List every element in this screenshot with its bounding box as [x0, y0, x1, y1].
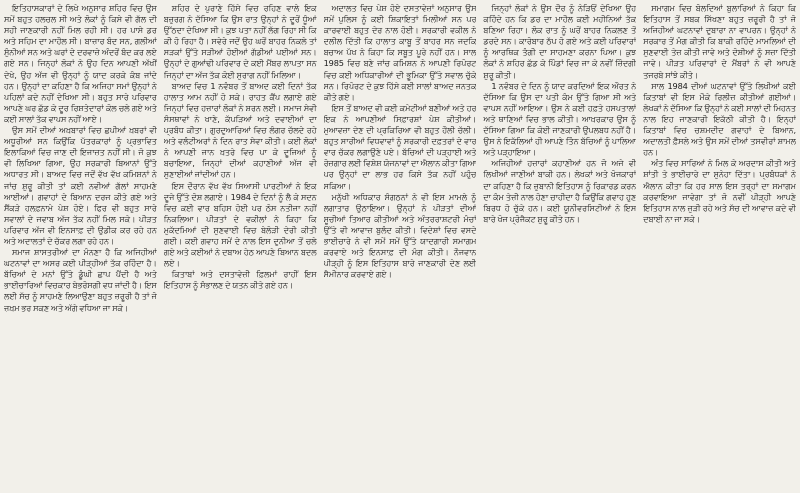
- paragraph: ਇਤਿਹਾਸਕਾਰਾਂ ਦੇ ਲਿਖੇ ਅਨੁਸਾਰ ਸ਼ਹਿਰ ਵਿਚ ਉਸ ਸਮੇਂ ਬਹੁਤ ਹਲਚਲ ਸੀ ਅਤੇ ਲੋਕਾਂ ਨੂੰ ਕਿਸੇ ਵੀ ਗੱਲ ਦੀ ਸਹੀ ਜਾਣਕਾਰੀ ਨਹੀਂ ਮਿਲ ਰਹੀ ਸੀ। ਹਰ ਪਾਸੇ ਡਰ ਅਤੇ ਸਹਿਮ ਦਾ ਮਾਹੌਲ ਸੀ। ਬਾਜ਼ਾਰ ਬੰਦ ਸਨ, ਗਲੀਆਂ ਸੁੰਨੀਆਂ ਸਨ ਅਤੇ ਘਰਾਂ ਦੇ ਦਰਵਾਜ਼ੇ ਅੰਦਰੋਂ ਬੰਦ ਕਰ ਲਏ ਗਏ ਸਨ। ਜਿਨ੍ਹਾਂ ਲੋਕਾਂ ਨੇ ਉਹ ਦਿਨ ਆਪਣੀ ਅੱਖੀਂ ਦੇਖੇ, ਉਹ ਅੱਜ ਵੀ ਉਨ੍ਹਾਂ ਨੂੰ ਯਾਦ ਕਰਕੇ ਕੰਬ ਜਾਂਦੇ ਹਨ। ਉਨ੍ਹਾਂ ਦਾ ਕਹਿਣਾ ਹੈ ਕਿ ਅਜਿਹਾ ਸਮਾਂ ਉਨ੍ਹਾਂ ਨੇ ਪਹਿਲਾਂ ਕਦੇ ਨਹੀਂ ਦੇਖਿਆ ਸੀ। ਬਹੁਤ ਸਾਰੇ ਪਰਿਵਾਰ ਆਪਣੇ ਘਰ ਛੱਡ ਕੇ ਦੂਰ ਰਿਸ਼ਤੇਦਾਰਾਂ ਕੋਲ ਚਲੇ ਗਏ ਅਤੇ ਕਈ ਸਾਲਾਂ ਤੱਕ ਵਾਪਸ ਨਹੀਂ ਆਏ।: [4, 3, 157, 124]
- paragraph: ਇਸ ਦੌਰਾਨ ਵੱਖ ਵੱਖ ਸਿਆਸੀ ਪਾਰਟੀਆਂ ਨੇ ਇਕ ਦੂਜੇ ਉੱਤੇ ਦੋਸ਼ ਲਗਾਏ। 1984 ਦੇ ਦਿਨਾਂ ਨੂੰ ਲੈ ਕੇ ਸਦਨ ਵਿਚ ਕਈ ਵਾਰ ਬਹਿਸ ਹੋਈ ਪਰ ਠੋਸ ਨਤੀਜਾ ਨਹੀਂ ਨਿਕਲਿਆ। ਪੀੜਤਾਂ ਦੇ ਵਕੀਲਾਂ ਨੇ ਕਿਹਾ ਕਿ ਮੁਕੱਦਮਿਆਂ ਦੀ ਸੁਣਵਾਈ ਵਿਚ ਬੇਲੋੜੀ ਦੇਰੀ ਕੀਤੀ ਗਈ। ਕਈ ਗਵਾਹ ਸਮੇਂ ਦੇ ਨਾਲ ਇਸ ਦੁਨੀਆ ਤੋਂ ਚਲੇ ਗਏ ਅਤੇ ਕਈਆਂ ਨੇ ਦਬਾਅ ਹੇਠ ਆਪਣੇ ਬਿਆਨ ਬਦਲ ਲਏ।: [163, 180, 317, 269]
- paragraph: ਉਸ ਸਮੇਂ ਦੀਆਂ ਅਖ਼ਬਾਰਾਂ ਵਿਚ ਛਪੀਆਂ ਖ਼ਬਰਾਂ ਵੀ ਅਧੂਰੀਆਂ ਸਨ ਕਿਉਂਕਿ ਪੱਤਰਕਾਰਾਂ ਨੂੰ ਪ੍ਰਭਾਵਿਤ ਇਲਾਕਿਆਂ ਵਿਚ ਜਾਣ ਦੀ ਇਜਾਜ਼ਤ ਨਹੀਂ ਸੀ। ਜੋ ਕੁਝ ਵੀ ਲਿਖਿਆ ਗਿਆ, ਉਹ ਸਰਕਾਰੀ ਬਿਆਨਾਂ ਉੱਤੇ ਅਧਾਰਤ ਸੀ। ਬਾਅਦ ਵਿਚ ਜਦੋਂ ਵੱਖ ਵੱਖ ਕਮਿਸ਼ਨਾਂ ਨੇ ਜਾਂਚ ਸ਼ੁਰੂ ਕੀਤੀ ਤਾਂ ਕਈ ਨਵੀਆਂ ਗੱਲਾਂ ਸਾਹਮਣੇ ਆਈਆਂ। ਗਵਾਹਾਂ ਦੇ ਬਿਆਨ ਦਰਜ ਕੀਤੇ ਗਏ ਅਤੇ ਸੈਂਕੜੇ ਹਲਫ਼ਨਾਮੇ ਪੇਸ਼ ਹੋਏ। ਫਿਰ ਵੀ ਬਹੁਤ ਸਾਰੇ ਸਵਾਲਾਂ ਦੇ ਜਵਾਬ ਅੱਜ ਤੱਕ ਨਹੀਂ ਮਿਲ ਸਕੇ। ਪੀੜਤ ਪਰਿਵਾਰ ਅੱਜ ਵੀ ਇਨਸਾਫ਼ ਦੀ ਉਡੀਕ ਕਰ ਰਹੇ ਹਨ ਅਤੇ ਅਦਾਲਤਾਂ ਦੇ ਚੱਕਰ ਲਗਾ ਰਹੇ ਹਨ।: [4, 125, 157, 246]
- article-column-1: [4, 3, 157, 491]
- paragraph: ਜਿਨ੍ਹਾਂ ਲੋਕਾਂ ਨੇ ਉਸ ਦੌਰ ਨੂੰ ਨੇੜਿਓਂ ਦੇਖਿਆ ਉਹ ਕਹਿੰਦੇ ਹਨ ਕਿ ਡਰ ਦਾ ਮਾਹੌਲ ਕਈ ਮਹੀਨਿਆਂ ਤੱਕ ਬਣਿਆ ਰਿਹਾ। ਲੋਕ ਰਾਤ ਨੂੰ ਘਰੋਂ ਬਾਹਰ ਨਿਕਲਣ ਤੋਂ ਡਰਦੇ ਸਨ। ਕਾਰੋਬਾਰ ਠੱਪ ਹੋ ਗਏ ਅਤੇ ਕਈ ਪਰਿਵਾਰਾਂ ਨੂੰ ਆਰਥਿਕ ਤੰਗੀ ਦਾ ਸਾਹਮਣਾ ਕਰਨਾ ਪਿਆ। ਕੁਝ ਲੋਕਾਂ ਨੇ ਸ਼ਹਿਰ ਛੱਡ ਕੇ ਪਿੰਡਾਂ ਵਿਚ ਜਾ ਕੇ ਨਵੀਂ ਜ਼ਿੰਦਗੀ ਸ਼ੁਰੂ ਕੀਤੀ।: [483, 3, 637, 80]
- paragraph: 1 ਨਵੰਬਰ ਦੇ ਦਿਨ ਨੂੰ ਯਾਦ ਕਰਦਿਆਂ ਇਕ ਔਰਤ ਨੇ ਦੱਸਿਆ ਕਿ ਉਸ ਦਾ ਪਤੀ ਕੰਮ ਉੱਤੇ ਗਿਆ ਸੀ ਅਤੇ ਵਾਪਸ ਨਹੀਂ ਆਇਆ। ਉਸ ਨੇ ਕਈ ਹਫ਼ਤੇ ਹਸਪਤਾਲਾਂ ਅਤੇ ਥਾਣਿਆਂ ਵਿਚ ਭਾਲ ਕੀਤੀ। ਆਖ਼ਰਕਾਰ ਉਸ ਨੂੰ ਦੱਸਿਆ ਗਿਆ ਕਿ ਕੋਈ ਜਾਣਕਾਰੀ ਉਪਲਬਧ ਨਹੀਂ ਹੈ। ਉਸ ਨੇ ਇਕੱਲਿਆਂ ਹੀ ਆਪਣੇ ਤਿੰਨ ਬੱਚਿਆਂ ਨੂੰ ਪਾਲਿਆ ਅਤੇ ਪੜ੍ਹਾਇਆ।: [483, 80, 637, 158]
- paragraph: ਬਾਅਦ ਵਿਚ 1 ਨਵੰਬਰ ਤੋਂ ਬਾਅਦ ਕਈ ਦਿਨਾਂ ਤੱਕ ਹਾਲਾਤ ਆਮ ਨਹੀਂ ਹੋ ਸਕੇ। ਰਾਹਤ ਕੈਂਪ ਲਗਾਏ ਗਏ ਜਿਨ੍ਹਾਂ ਵਿਚ ਹਜ਼ਾਰਾਂ ਲੋਕਾਂ ਨੇ ਸ਼ਰਨ ਲਈ। ਸਮਾਜ ਸੇਵੀ ਸੰਸਥਾਵਾਂ ਨੇ ਖਾਣੇ, ਕੱਪੜਿਆਂ ਅਤੇ ਦਵਾਈਆਂ ਦਾ ਪ੍ਰਬੰਧ ਕੀਤਾ। ਗੁਰਦੁਆਰਿਆਂ ਵਿਚ ਲੰਗਰ ਚੱਲਦੇ ਰਹੇ ਅਤੇ ਵਲੰਟੀਅਰਾਂ ਨੇ ਦਿਨ ਰਾਤ ਸੇਵਾ ਕੀਤੀ। ਕਈ ਲੋਕਾਂ ਨੇ ਆਪਣੀ ਜਾਨ ਖ਼ਤਰੇ ਵਿਚ ਪਾ ਕੇ ਦੂਜਿਆਂ ਨੂੰ ਬਚਾਇਆ, ਜਿਨ੍ਹਾਂ ਦੀਆਂ ਕਹਾਣੀਆਂ ਅੱਜ ਵੀ ਸੁਣਾਈਆਂ ਜਾਂਦੀਆਂ ਹਨ।: [163, 80, 317, 180]
- paragraph: ਅੰਤ ਵਿਚ ਸਾਰਿਆਂ ਨੇ ਮਿਲ ਕੇ ਅਰਦਾਸ ਕੀਤੀ ਅਤੇ ਸ਼ਾਂਤੀ ਤੇ ਭਾਈਚਾਰੇ ਦਾ ਸੁਨੇਹਾ ਦਿੱਤਾ। ਪ੍ਰਬੰਧਕਾਂ ਨੇ ਐਲਾਨ ਕੀਤਾ ਕਿ ਹਰ ਸਾਲ ਇਸ ਤਰ੍ਹਾਂ ਦਾ ਸਮਾਗਮ ਕਰਵਾਇਆ ਜਾਵੇਗਾ ਤਾਂ ਜੋ ਨਵੀਂ ਪੀੜ੍ਹੀ ਆਪਣੇ ਇਤਿਹਾਸ ਨਾਲ ਜੁੜੀ ਰਹੇ ਅਤੇ ਸੱਚ ਦੀ ਆਵਾਜ਼ ਕਦੇ ਵੀ ਦਬਾਈ ਨਾ ਜਾ ਸਕੇ।: [643, 158, 796, 224]
- paragraph: ਸ਼ਹਿਰ ਦੇ ਪੁਰਾਣੇ ਹਿੱਸੇ ਵਿਚ ਰਹਿਣ ਵਾਲੇ ਇਕ ਬਜ਼ੁਰਗ ਨੇ ਦੱਸਿਆ ਕਿ ਉਸ ਰਾਤ ਉਨ੍ਹਾਂ ਨੇ ਦੂਰੋਂ ਧੂੰਆਂ ਉੱਠਦਾ ਦੇਖਿਆ ਸੀ। ਕੁਝ ਪਤਾ ਨਹੀਂ ਲੱਗ ਰਿਹਾ ਸੀ ਕਿ ਕੀ ਹੋ ਰਿਹਾ ਹੈ। ਸਵੇਰੇ ਜਦੋਂ ਉਹ ਘਰੋਂ ਬਾਹਰ ਨਿਕਲੇ ਤਾਂ ਸੜਕਾਂ ਉੱਤੇ ਸੜੀਆਂ ਹੋਈਆਂ ਗੱਡੀਆਂ ਪਈਆਂ ਸਨ। ਉਨ੍ਹਾਂ ਦੇ ਗੁਆਂਢੀ ਪਰਿਵਾਰ ਦੇ ਕਈ ਮੈਂਬਰ ਲਾਪਤਾ ਸਨ ਜਿਨ੍ਹਾਂ ਦਾ ਅੱਜ ਤੱਕ ਕੋਈ ਸੁਰਾਗ ਨਹੀਂ ਮਿਲਿਆ।: [163, 3, 317, 80]
- article-column-5: [643, 3, 796, 491]
- article-column-2: [164, 3, 317, 491]
- paragraph: ਇਸ ਤੋਂ ਬਾਅਦ ਵੀ ਕਈ ਕਮੇਟੀਆਂ ਬਣੀਆਂ ਅਤੇ ਹਰ ਇਕ ਨੇ ਆਪਣੀਆਂ ਸਿਫ਼ਾਰਸ਼ਾਂ ਪੇਸ਼ ਕੀਤੀਆਂ। ਮੁਆਵਜ਼ਾ ਦੇਣ ਦੀ ਪ੍ਰਕਿਰਿਆ ਵੀ ਬਹੁਤ ਹੌਲੀ ਚੱਲੀ। ਬਹੁਤ ਸਾਰੀਆਂ ਵਿਧਵਾਵਾਂ ਨੂੰ ਸਰਕਾਰੀ ਦਫ਼ਤਰਾਂ ਦੇ ਵਾਰ ਵਾਰ ਚੱਕਰ ਲਗਾਉਣੇ ਪਏ। ਬੱਚਿਆਂ ਦੀ ਪੜ੍ਹਾਈ ਅਤੇ ਰੋਜ਼ਗਾਰ ਲਈ ਵਿਸ਼ੇਸ਼ ਯੋਜਨਾਵਾਂ ਦਾ ਐਲਾਨ ਕੀਤਾ ਗਿਆ ਪਰ ਉਨ੍ਹਾਂ ਦਾ ਲਾਭ ਹਰ ਕਿਸੇ ਤੱਕ ਨਹੀਂ ਪਹੁੰਚ ਸਕਿਆ।: [323, 102, 477, 191]
- paragraph: ਕਿਤਾਬਾਂ ਅਤੇ ਦਸਤਾਵੇਜ਼ੀ ਫ਼ਿਲਮਾਂ ਰਾਹੀਂ ਇਸ ਇਤਿਹਾਸ ਨੂੰ ਸੰਭਾਲਣ ਦੇ ਯਤਨ ਕੀਤੇ ਗਏ ਹਨ।: [163, 269, 317, 291]
- paragraph: ਸਮਾਜ ਸ਼ਾਸਤਰੀਆਂ ਦਾ ਮੰਨਣਾ ਹੈ ਕਿ ਅਜਿਹੀਆਂ ਘਟਨਾਵਾਂ ਦਾ ਅਸਰ ਕਈ ਪੀੜ੍ਹੀਆਂ ਤੱਕ ਰਹਿੰਦਾ ਹੈ। ਬੱਚਿਆਂ ਦੇ ਮਨਾਂ ਉੱਤੇ ਡੂੰਘੀ ਛਾਪ ਪੈਂਦੀ ਹੈ ਅਤੇ ਭਾਈਚਾਰਿਆਂ ਵਿਚਕਾਰ ਬੇਭਰੋਸਗੀ ਵਧ ਜਾਂਦੀ ਹੈ। ਇਸ ਲਈ ਸੱਚ ਨੂੰ ਸਾਹਮਣੇ ਲਿਆਉਣਾ ਬਹੁਤ ਜ਼ਰੂਰੀ ਹੈ ਤਾਂ ਜੋ ਜ਼ਖ਼ਮ ਭਰ ਸਕਣ ਅਤੇ ਅੱਗੇ ਵਧਿਆ ਜਾ ਸਕੇ।: [4, 247, 157, 313]
- paragraph: ਅਦਾਲਤ ਵਿਚ ਪੇਸ਼ ਹੋਏ ਦਸਤਾਵੇਜ਼ਾਂ ਅਨੁਸਾਰ ਉਸ ਸਮੇਂ ਪੁਲਿਸ ਨੂੰ ਕਈ ਸ਼ਿਕਾਇਤਾਂ ਮਿਲੀਆਂ ਸਨ ਪਰ ਕਾਰਵਾਈ ਬਹੁਤ ਦੇਰ ਨਾਲ ਹੋਈ। ਸਰਕਾਰੀ ਵਕੀਲ ਨੇ ਦਲੀਲ ਦਿੱਤੀ ਕਿ ਹਾਲਾਤ ਕਾਬੂ ਤੋਂ ਬਾਹਰ ਸਨ ਜਦਕਿ ਬਚਾਅ ਪੱਖ ਨੇ ਕਿਹਾ ਕਿ ਸਬੂਤ ਪੂਰੇ ਨਹੀਂ ਹਨ। ਸਾਲ 1985 ਵਿਚ ਬਣੇ ਜਾਂਚ ਕਮਿਸ਼ਨ ਨੇ ਆਪਣੀ ਰਿਪੋਰਟ ਵਿਚ ਕਈ ਅਧਿਕਾਰੀਆਂ ਦੀ ਭੂਮਿਕਾ ਉੱਤੇ ਸਵਾਲ ਚੁੱਕੇ ਸਨ। ਰਿਪੋਰਟ ਦੇ ਕੁਝ ਹਿੱਸੇ ਕਈ ਸਾਲਾਂ ਬਾਅਦ ਜਨਤਕ ਕੀਤੇ ਗਏ।: [323, 3, 477, 102]
- article-column-4: [483, 3, 636, 491]
- paragraph: ਅਜਿਹੀਆਂ ਹਜ਼ਾਰਾਂ ਕਹਾਣੀਆਂ ਹਨ ਜੋ ਅਜੇ ਵੀ ਲਿਖੀਆਂ ਜਾਣੀਆਂ ਬਾਕੀ ਹਨ। ਲੇਖਕਾਂ ਅਤੇ ਖੋਜਕਾਰਾਂ ਦਾ ਕਹਿਣਾ ਹੈ ਕਿ ਜ਼ੁਬਾਨੀ ਇਤਿਹਾਸ ਨੂੰ ਰਿਕਾਰਡ ਕਰਨ ਦਾ ਕੰਮ ਤੇਜ਼ੀ ਨਾਲ ਹੋਣਾ ਚਾਹੀਦਾ ਹੈ ਕਿਉਂਕਿ ਗਵਾਹ ਹੁਣ ਬਿਰਧ ਹੋ ਚੁੱਕੇ ਹਨ। ਕਈ ਯੂਨੀਵਰਸਿਟੀਆਂ ਨੇ ਇਸ ਬਾਰੇ ਖੋਜ ਪ੍ਰੋਜੈਕਟ ਸ਼ੁਰੂ ਕੀਤੇ ਹਨ।: [483, 158, 637, 224]
- article-column-3: [324, 3, 477, 491]
- paragraph: ਸਾਲ 1984 ਦੀਆਂ ਘਟਨਾਵਾਂ ਉੱਤੇ ਲਿਖੀਆਂ ਕਈ ਕਿਤਾਬਾਂ ਵੀ ਇਸ ਮੌਕੇ ਰਿਲੀਜ਼ ਕੀਤੀਆਂ ਗਈਆਂ। ਲੇਖਕਾਂ ਨੇ ਦੱਸਿਆ ਕਿ ਉਨ੍ਹਾਂ ਨੇ ਕਈ ਸਾਲਾਂ ਦੀ ਮਿਹਨਤ ਨਾਲ ਇਹ ਜਾਣਕਾਰੀ ਇਕੱਠੀ ਕੀਤੀ ਹੈ। ਇਨ੍ਹਾਂ ਕਿਤਾਬਾਂ ਵਿਚ ਚਸ਼ਮਦੀਦ ਗਵਾਹਾਂ ਦੇ ਬਿਆਨ, ਅਦਾਲਤੀ ਫ਼ੈਸਲੇ ਅਤੇ ਉਸ ਸਮੇਂ ਦੀਆਂ ਤਸਵੀਰਾਂ ਸ਼ਾਮਲ ਹਨ।: [643, 80, 796, 158]
- paragraph: ਸਮਾਗਮ ਵਿਚ ਬੋਲਦਿਆਂ ਬੁਲਾਰਿਆਂ ਨੇ ਕਿਹਾ ਕਿ ਇਤਿਹਾਸ ਤੋਂ ਸਬਕ ਸਿੱਖਣਾ ਬਹੁਤ ਜ਼ਰੂਰੀ ਹੈ ਤਾਂ ਜੋ ਅਜਿਹੀਆਂ ਘਟਨਾਵਾਂ ਦੁਬਾਰਾ ਨਾ ਵਾਪਰਨ। ਉਨ੍ਹਾਂ ਨੇ ਸਰਕਾਰ ਤੋਂ ਮੰਗ ਕੀਤੀ ਕਿ ਬਾਕੀ ਰਹਿੰਦੇ ਮਾਮਲਿਆਂ ਦੀ ਸੁਣਵਾਈ ਤੇਜ਼ ਕੀਤੀ ਜਾਵੇ ਅਤੇ ਦੋਸ਼ੀਆਂ ਨੂੰ ਸਜ਼ਾ ਦਿੱਤੀ ਜਾਵੇ। ਪੀੜਤ ਪਰਿਵਾਰਾਂ ਦੇ ਮੈਂਬਰਾਂ ਨੇ ਵੀ ਆਪਣੇ ਤਜਰਬੇ ਸਾਂਝੇ ਕੀਤੇ।: [643, 3, 796, 80]
- paragraph: ਮਨੁੱਖੀ ਅਧਿਕਾਰ ਸੰਗਠਨਾਂ ਨੇ ਵੀ ਇਸ ਮਾਮਲੇ ਨੂੰ ਲਗਾਤਾਰ ਉਠਾਇਆ। ਉਨ੍ਹਾਂ ਨੇ ਪੀੜਤਾਂ ਦੀਆਂ ਸੂਚੀਆਂ ਤਿਆਰ ਕੀਤੀਆਂ ਅਤੇ ਅੰਤਰਰਾਸ਼ਟਰੀ ਮੰਚਾਂ ਉੱਤੇ ਵੀ ਆਵਾਜ਼ ਬੁਲੰਦ ਕੀਤੀ। ਵਿਦੇਸ਼ਾਂ ਵਿਚ ਵਸਦੇ ਭਾਈਚਾਰੇ ਨੇ ਵੀ ਸਮੇਂ ਸਮੇਂ ਉੱਤੇ ਯਾਦਗਾਰੀ ਸਮਾਗਮ ਕਰਵਾਏ ਅਤੇ ਇਨਸਾਫ਼ ਦੀ ਮੰਗ ਕੀਤੀ। ਨੌਜਵਾਨ ਪੀੜ੍ਹੀ ਨੂੰ ਇਸ ਇਤਿਹਾਸ ਬਾਰੇ ਜਾਣਕਾਰੀ ਦੇਣ ਲਈ ਸੈਮੀਨਾਰ ਕਰਵਾਏ ਗਏ।: [323, 191, 477, 280]
